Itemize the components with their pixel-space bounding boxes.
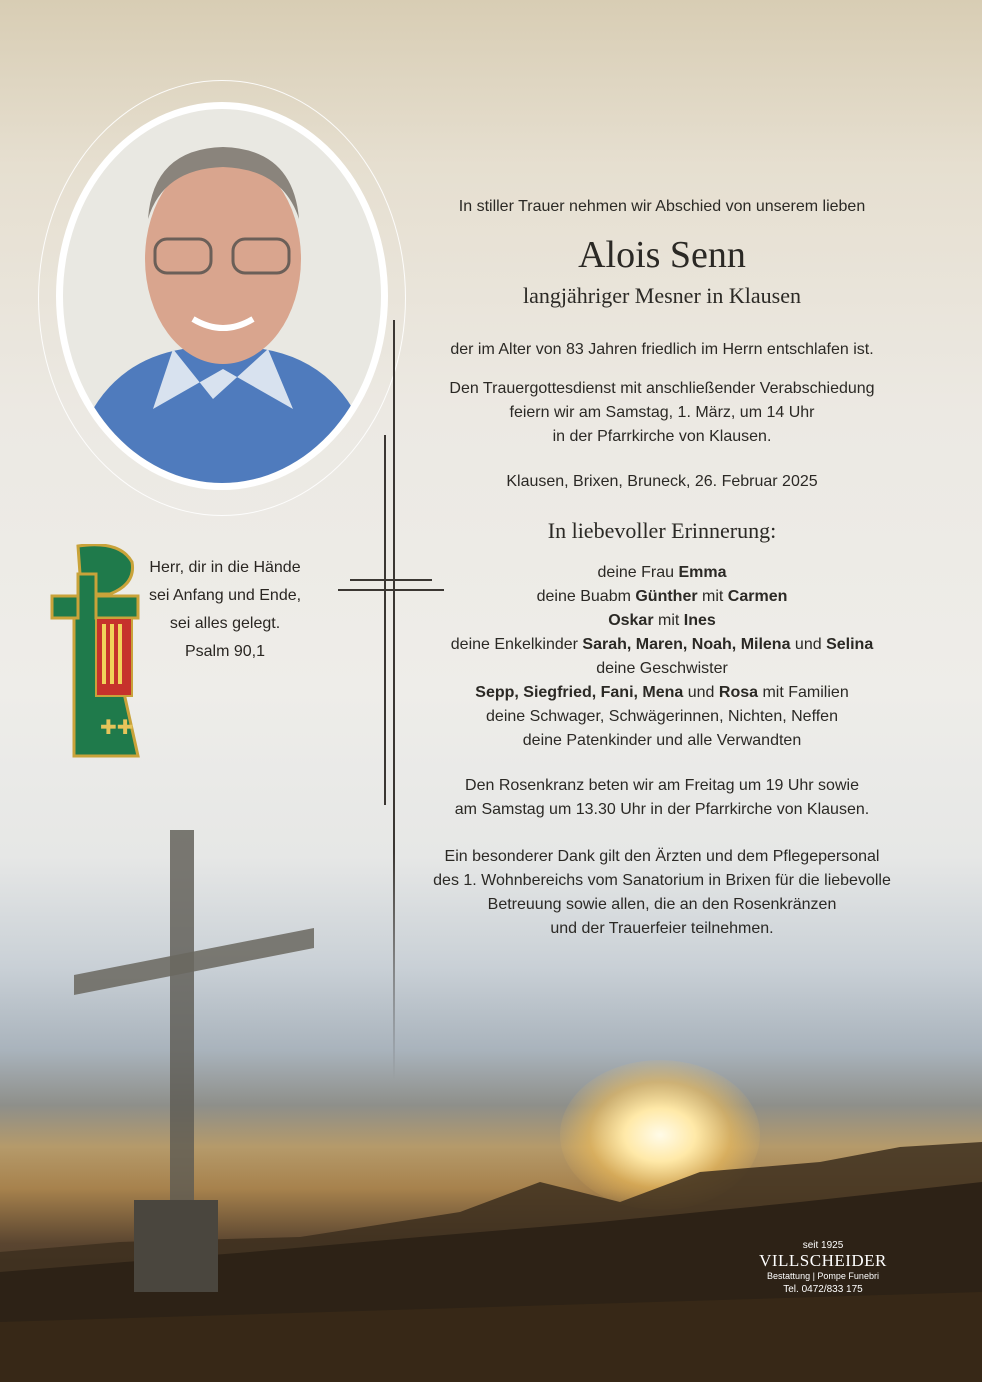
family-member-name: Emma (678, 564, 727, 581)
family-line (420, 729, 904, 753)
family-list (420, 561, 904, 753)
family-line (420, 705, 904, 729)
family-line (420, 561, 904, 585)
service-info (420, 377, 904, 449)
thanks-line: und der Trauerfeier teilnehmen. (550, 920, 774, 937)
service-line: feiern wir am Samstag, 1. März, um 14 Uhr (509, 404, 815, 421)
thanks-line: Ein besonderer Dank gilt den Ärzten und dem Pflegepersonal (444, 848, 880, 865)
family-member-name: Rosa (718, 684, 759, 701)
age-line: der im Alter von 83 Jahren friedlich im Herrn entschlafen ist. (450, 341, 874, 358)
thanks-text (420, 845, 904, 941)
rosary-line: Den Rosenkranz beten wir am Freitag um 19 Uhr sowie (465, 777, 859, 794)
service-line: in der Pfarrkirche von Klausen. (552, 428, 772, 445)
family-text: mit Familien (758, 684, 849, 701)
wooden-cross-image (70, 830, 320, 1300)
psalm-line: sei Anfang und Ende, (148, 587, 302, 604)
family-line (420, 633, 904, 657)
thanks-line: des 1. Wohnbereichs vom Sanatorium in Brixen für die liebevolle (433, 872, 891, 889)
svg-text:✚✚: ✚✚ (100, 717, 134, 739)
family-text: und (683, 684, 719, 701)
logo-name: VILLSCHEIDER (759, 1251, 887, 1270)
family-member-name: Sarah, Maren, Noah, Milena (582, 636, 791, 653)
service-line: Den Trauergottesdienst mit anschließender Verabschiedung (449, 380, 875, 397)
christian-symbol-icon (50, 544, 142, 760)
family-text: deine Buabm (536, 588, 636, 605)
family-text: deine Enkelkinder (450, 636, 583, 653)
rosary-info (420, 774, 904, 822)
family-text: mit (697, 588, 728, 605)
place-date: Klausen, Brixen, Bruneck, 26. Februar 2025 (506, 473, 818, 490)
psalm-reference: Psalm 90,1 (184, 643, 266, 660)
psalm-line: Herr, dir in die Hände (149, 559, 301, 576)
deceased-subtitle: langjähriger Mesner in Klausen (523, 283, 801, 308)
family-text: und (790, 636, 827, 653)
portrait-photo (56, 102, 388, 490)
logo-tagline: Bestattung | Pompe Funebri (767, 1271, 879, 1281)
family-text: mit (653, 612, 684, 629)
rosary-line: am Samstag um 13.30 Uhr in der Pfarrkirche von Klausen. (454, 801, 870, 818)
family-text: deine Patenkinder und alle Verwandten (522, 732, 802, 749)
family-line (420, 585, 904, 609)
logo-phone: Tel. 0472/833 175 (783, 1284, 863, 1295)
family-member-name: Günther (635, 588, 698, 605)
family-text: deine Geschwister (596, 660, 728, 677)
intro-text: In stiller Trauer nehmen wir Abschied von unserem lieben (458, 198, 866, 215)
family-text: deine Schwager, Schwägerinnen, Nichten, Neffen (486, 708, 838, 725)
family-member-name: Selina (826, 636, 874, 653)
funeral-home-logo (748, 1240, 898, 1295)
family-text: deine Frau (597, 564, 679, 581)
family-member-name: Sepp, Siegfried, Fani, Mena (475, 684, 684, 701)
family-line (420, 681, 904, 705)
family-member-name: Carmen (727, 588, 788, 605)
family-member-name: Oskar (608, 612, 654, 629)
deceased-name: Alois Senn (578, 234, 746, 276)
memory-heading: In liebevoller Erinnerung: (547, 518, 777, 543)
logo-since: seit 1925 (802, 1240, 844, 1251)
family-member-name: Ines (683, 612, 716, 629)
psalm-line: sei alles gelegt. (169, 615, 281, 632)
decor-cross-vertical (393, 320, 395, 1080)
family-line (420, 609, 904, 633)
thanks-line: Betreuung sowie allen, die an den Rosenkränzen (487, 896, 837, 913)
family-line (420, 657, 904, 681)
decor-cross-vertical-2 (384, 435, 386, 805)
psalm-quote (140, 554, 310, 666)
